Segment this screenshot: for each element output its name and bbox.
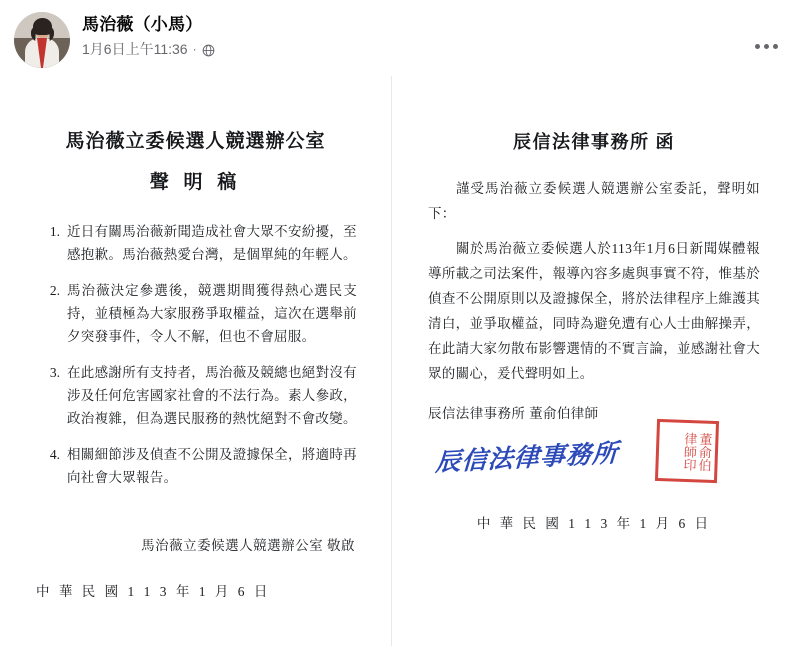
list-item-number: 3. bbox=[49, 365, 60, 380]
statement-title: 馬治薇立委候選人競選辦公室 bbox=[65, 131, 326, 152]
letter-paragraph-2: 關於馬治薇立委候選人於113年1月6日新聞媒體報導所載之司法案件，報導內容多處與事實不符，惟基於偵查不公開原則以及證據保全，將於法律程序上維護其清白，並爭取權益，同時為避免遭有心人士曲解操弄，在此請大家勿散布影響選情的不實言論，並感謝社會大眾的關心，爰代聲明如上。 bbox=[428, 241, 760, 381]
more-dot bbox=[755, 44, 760, 49]
list-item-text: 馬治薇決定參選後，競選期間獲得熱心選民支持，並積極為大家服務爭取權益，這次在選舉前夕突發事件，令人不解，但也不會屈服。 bbox=[67, 283, 357, 344]
letter-date: 中 華 民 國 1 1 3 年 1 月 6 日 bbox=[476, 516, 712, 531]
author-name[interactable]: 馬治薇（小馬） bbox=[82, 15, 203, 34]
letter-firm-line: 辰信法律事務所 董俞伯律師 bbox=[428, 406, 599, 421]
post-header-text bbox=[82, 12, 215, 58]
list-item-text: 近日有關馬治薇新聞造成社會大眾不安紛擾，至感抱歉。馬治薇熱愛台灣，是個單純的年輕人。 bbox=[67, 224, 357, 262]
list-item-text: 相關細節涉及偵查不公開及證據保全，將適時再向社會大眾報告。 bbox=[67, 447, 357, 485]
statement-list bbox=[34, 220, 357, 489]
statement-subtitle: 聲 明 稿 bbox=[149, 172, 242, 193]
globe-icon bbox=[202, 43, 215, 56]
more-dot bbox=[764, 44, 769, 49]
handwritten-signature: 辰信法律事務所 bbox=[434, 440, 619, 477]
statement-signature: 馬治薇立委候選人競選辦公室 敬啟 bbox=[141, 538, 355, 553]
list-item bbox=[34, 361, 357, 430]
post-timestamp[interactable]: 1月6日上午11:36 bbox=[82, 41, 188, 57]
post-header bbox=[0, 0, 800, 74]
post-meta bbox=[82, 40, 215, 58]
list-item-number: 4. bbox=[49, 447, 60, 462]
more-options-icon[interactable] bbox=[748, 28, 784, 64]
avatar-body bbox=[25, 38, 59, 68]
list-item bbox=[34, 220, 357, 266]
document-image[interactable] bbox=[0, 76, 800, 646]
avatar[interactable] bbox=[14, 12, 70, 68]
list-item bbox=[34, 279, 357, 348]
meta-separator: · bbox=[192, 42, 197, 56]
statement-date: 中 華 民 國 1 1 3 年 1 月 6 日 bbox=[36, 584, 271, 599]
list-item bbox=[34, 443, 357, 489]
avatar-hair bbox=[33, 18, 52, 35]
more-dot bbox=[773, 44, 778, 49]
letter-paragraph-1: 謹受馬治薇立委候選人競選辦公室委託，聲明如下： bbox=[428, 181, 760, 221]
list-item-text: 在此感謝所有支持者，馬治薇及競總也絕對沒有涉及任何危害國家社會的不法行為。素人參政，政治複雜，但為選民服務的熱忱絕對不會改變。 bbox=[67, 365, 357, 426]
list-item-number: 2. bbox=[49, 283, 60, 298]
letter-title: 辰信法律事務所 函 bbox=[513, 132, 675, 152]
red-seal-stamp: 董俞伯律師印 bbox=[655, 419, 719, 483]
letter-signature-zone bbox=[428, 428, 760, 502]
law-firm-letter-page bbox=[392, 76, 800, 646]
list-item-number: 1. bbox=[49, 224, 60, 239]
statement-page-left bbox=[0, 76, 392, 646]
